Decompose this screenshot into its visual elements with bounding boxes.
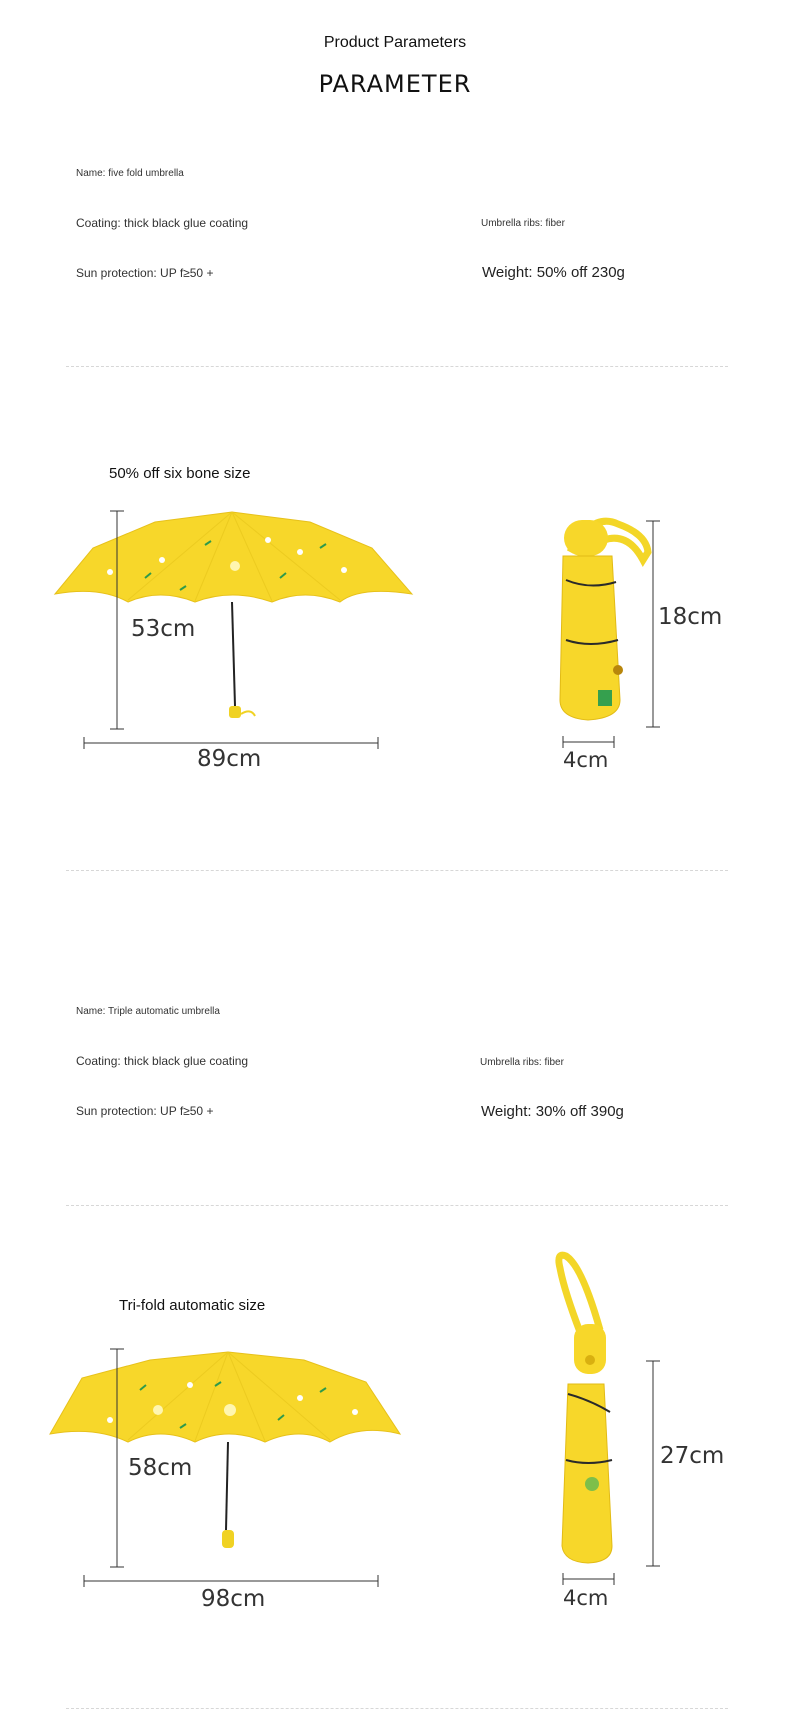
spec-name: Name: five fold umbrella: [76, 168, 184, 179]
folded-length-label: 27cm: [660, 1443, 725, 1469]
spec-coating: Coating: thick black glue coating: [76, 216, 249, 230]
folded-umbrella-image: [559, 1255, 612, 1563]
height-label: 58cm: [128, 1455, 193, 1481]
spec-weight: Weight: 30% off 390g: [481, 1103, 624, 1120]
spec-weight: Weight: 50% off 230g: [482, 264, 625, 281]
page-title: PARAMETER: [318, 70, 472, 98]
folded-width-label: 4cm: [563, 748, 609, 772]
section-subtitle: Product Parameters: [323, 34, 467, 51]
spec-name: Name: Triple automatic umbrella: [76, 1006, 220, 1017]
open-umbrella-image: [50, 1352, 400, 1548]
width-label: 89cm: [197, 746, 262, 772]
size-title: 50% off six bone size: [109, 465, 251, 482]
spec-ribs: Umbrella ribs: fiber: [481, 218, 565, 229]
spec-sun-protection: Sun protection: UP f≥50 +: [76, 266, 214, 280]
spec-ribs: Umbrella ribs: fiber: [480, 1057, 564, 1068]
spec-sun-protection: Sun protection: UP f≥50 +: [76, 1104, 214, 1118]
folded-length-dimension-line: [646, 1361, 660, 1566]
width-label: 98cm: [201, 1586, 266, 1612]
folded-width-label: 4cm: [563, 1586, 609, 1610]
height-label: 53cm: [131, 616, 196, 642]
size-title: Tri-fold automatic size: [119, 1297, 266, 1314]
folded-width-dimension-line: [563, 1573, 614, 1585]
spec-coating: Coating: thick black glue coating: [76, 1054, 249, 1068]
divider: [66, 1708, 728, 1709]
folded-length-label: 18cm: [658, 604, 723, 630]
